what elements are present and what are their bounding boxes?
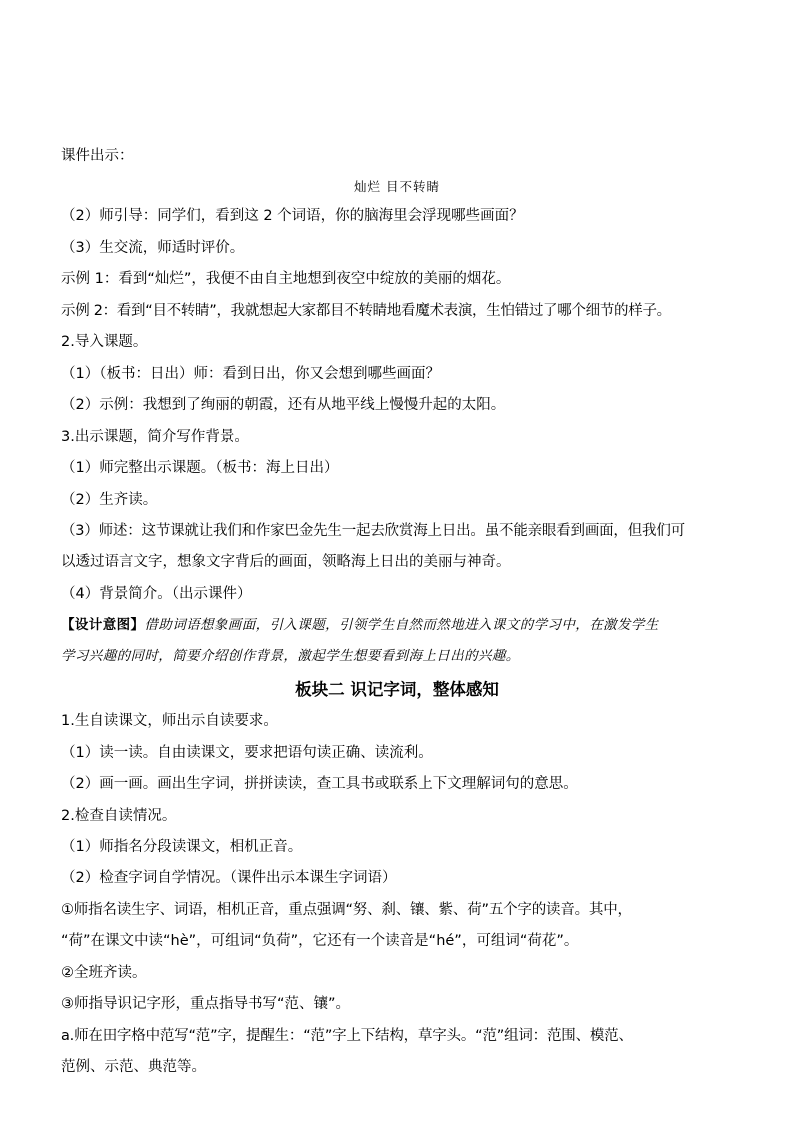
text-line: （1）读一读。自由读课文，要求把语句读正确、读流利。 bbox=[61, 745, 433, 761]
text-line: 2.检查自读情况。 bbox=[61, 808, 177, 824]
text-line: a.师在田字格中范写“范”字，提醒生：“范”字上下结构，草字头。“范”组词：范围、模范、 bbox=[61, 1028, 633, 1044]
text-line: ③师指导识记字形，重点指导书写“范、镶”。 bbox=[61, 996, 351, 1012]
text-line: 2.导入课题。 bbox=[61, 334, 148, 350]
text-line: （2）示例：我想到了绚丽的朝霞，还有从地平线上慢慢升起的太阳。 bbox=[61, 397, 506, 413]
text-line: 以透过语言文字，想象文字背后的画面，领略海上日出的美丽与神奇。 bbox=[61, 554, 511, 570]
text-line: （2）画一画。画出生字词，拼拼读读，查工具书或联系上下文理解词句的意思。 bbox=[61, 776, 578, 792]
text-line: （4）背景简介。（出示课件） bbox=[61, 586, 252, 602]
text-line: ②全班齐读。 bbox=[61, 965, 147, 981]
text-line: （1）（板书：日出）师：看到日出，你又会想到哪些画面？ bbox=[61, 366, 440, 382]
text-line: （1）师指名分段读课文，相机正音。 bbox=[61, 839, 303, 855]
text-line: 1.生自读课文，师出示自读要求。 bbox=[61, 713, 278, 729]
design-intent-line bbox=[61, 615, 659, 635]
vocab-display: 灿烂 目不转睛 bbox=[354, 179, 440, 194]
design-intent-line: 学习兴趣的同时，简要介绍创作背景，激起学生想要看到海上日出的兴趣。 bbox=[61, 648, 520, 664]
text-line: 示例 1：看到“灿烂”，我便不由自主地想到夜空中绽放的美丽的烟花。 bbox=[61, 271, 511, 287]
text-line: “荷”在课文中读“hè”，可组词“负荷”，它还有一个读音是“hé”，可组词“荷花”。 bbox=[61, 933, 579, 949]
section-heading: 板块二 识记字词，整体感知 bbox=[295, 680, 499, 699]
text-line: ①师指名读生字、词语，相机正音，重点强调“努、刹、镶、紫、荷”五个字的读音。其中， bbox=[61, 902, 632, 918]
text-line: （2）师引导：同学们，看到这 2 个词语，你的脑海里会浮现哪些画面？ bbox=[61, 208, 524, 224]
text-line: （1）师完整出示课题。（板书：海上日出） bbox=[61, 460, 339, 476]
text-line: （3）生交流，师适时评价。 bbox=[61, 240, 245, 256]
courseware-label: 课件出示： bbox=[61, 148, 134, 164]
text-line: （2）生齐读。 bbox=[61, 492, 158, 508]
text-line: 范例、示范、典范等。 bbox=[61, 1059, 206, 1075]
text-line: 3.出示课题，简介写作背景。 bbox=[61, 429, 249, 445]
design-intent-text: 借助词语想象画面，引入课题，引领学生自然而然地进入课文的学习中，在激发学生 bbox=[144, 617, 659, 633]
text-line: 示例 2：看到“目不转睛”，我就想起大家都目不转睛地看魔术表演，生怕错过了哪个细节的样子。 bbox=[61, 303, 671, 319]
text-line: （2）检查字词自学情况。（课件出示本课生字词语） bbox=[61, 870, 397, 886]
text-line: （3）师述：这节课就让我们和作家巴金先生一起去欣赏海上日出。虽不能亲眼看到画面，但我们可 bbox=[61, 523, 685, 539]
design-intent-tag: 【设计意图】 bbox=[61, 617, 145, 633]
